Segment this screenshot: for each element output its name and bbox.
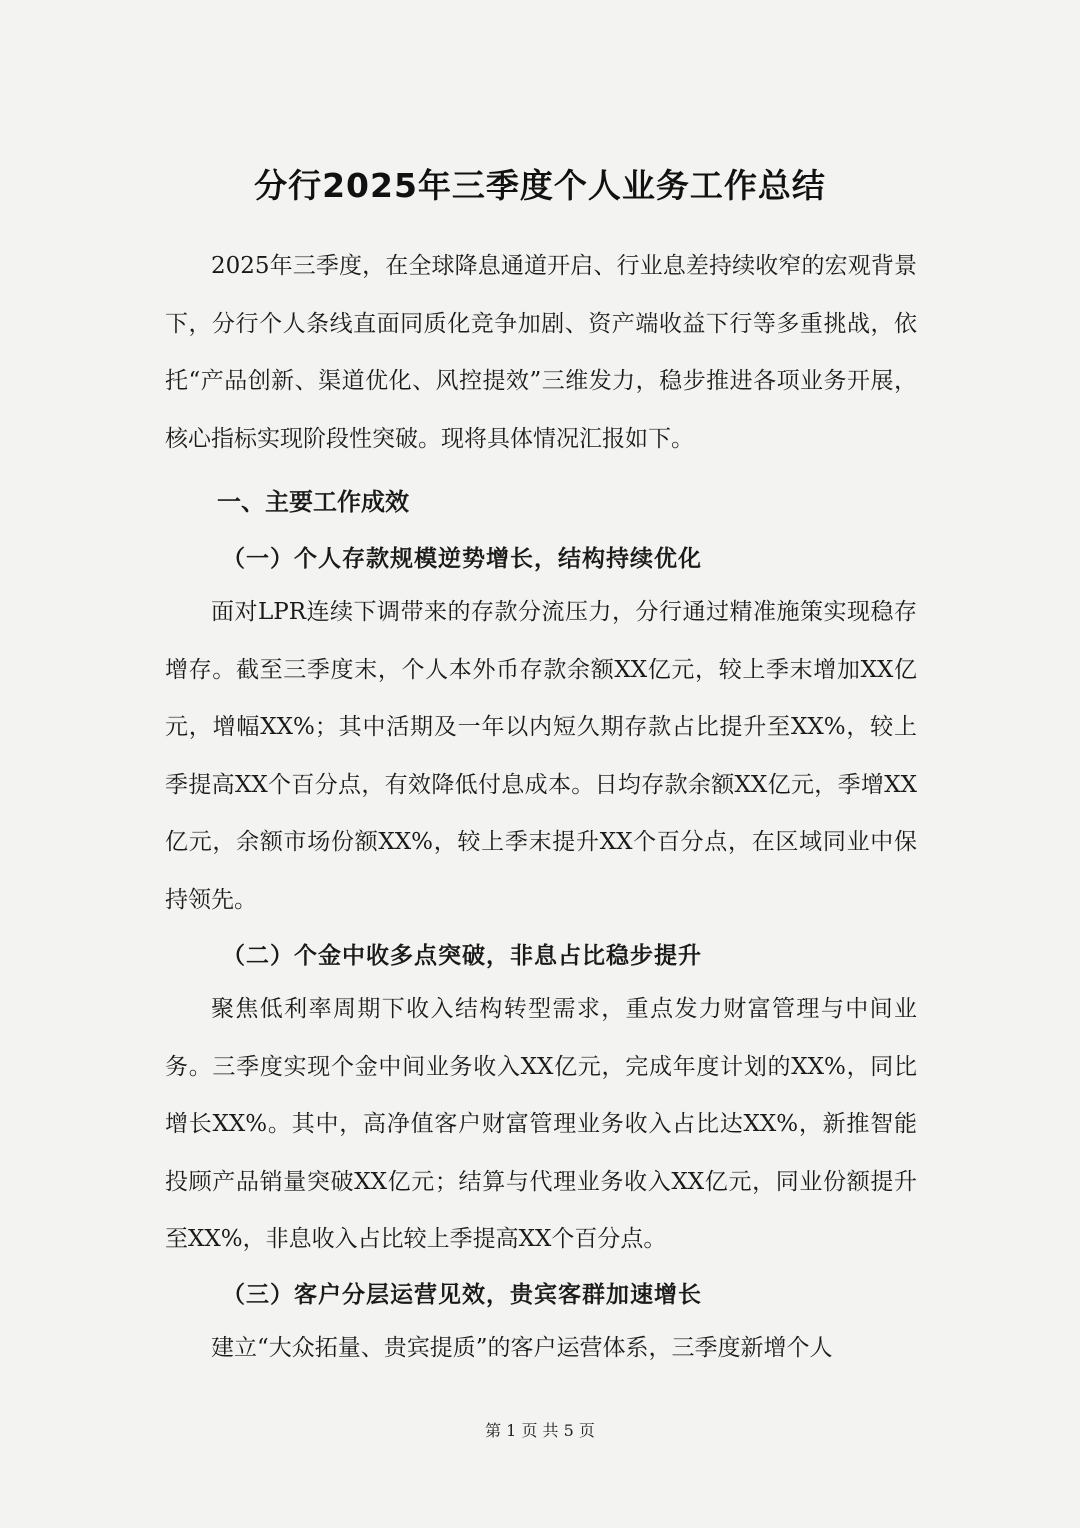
intro-paragraph: 2025年三季度，在全球降息通道开启、行业息差持续收窄的宏观背景下，分行个人条线直面同质化竞争加剧、资产端收益下行等多重挑战，依托“产品创新、渠道优化、风控提效”三维发力，稳步推进各项业务开展，核心指标实现阶段性突破。现将具体情况汇报如下。	[165, 253, 917, 452]
subsection-heading-fee-income: （二）个金中收多点突破，非息占比稳步提升	[222, 942, 702, 969]
subsection-body-deposits: 面对LPR连续下调带来的存款分流压力，分行通过精准施策实现稳存增存。截至三季度末，个人本外币存款余额XX亿元，较上季末增加XX亿元，增幅XX%；其中活期及一年以内短久期存款占比提升至XX%，较上季提高XX个百分点，有效降低付息成本。日均存款余额XX亿元，季增XX亿元，余额市场份额XX%，较上季末提升XX个百分点，在区域同业中保持领先。	[165, 599, 917, 913]
subsection-body-fee-income: 聚焦低利率周期下收入结构转型需求，重点发力财富管理与中间业务。三季度实现个金中间业务收入XX亿元，完成年度计划的XX%，同比增长XX%。其中，高净值客户财富管理业务收入占比达XX%，新推智能投顾产品销量突破XX亿元；结算与代理业务收入XX亿元，同业份额提升至XX%，非息收入占比较上季提高XX个百分点。	[165, 996, 917, 1252]
section-heading-main-achievements: 一、主要工作成效	[217, 488, 409, 516]
subsection-body-customers: 建立“大众拓量、贵宾提质”的客户运营体系，三季度新增个人	[211, 1335, 833, 1361]
page-number: 第 1 页 共 5 页	[485, 1421, 595, 1440]
document-title: 分行2025年三季度个人业务工作总结	[254, 166, 826, 206]
subsection-heading-customers: （三）客户分层运营见效，贵宾客群加速增长	[222, 1281, 702, 1308]
subsection-heading-deposits: （一）个人存款规模逆势增长，结构持续优化	[222, 545, 702, 572]
